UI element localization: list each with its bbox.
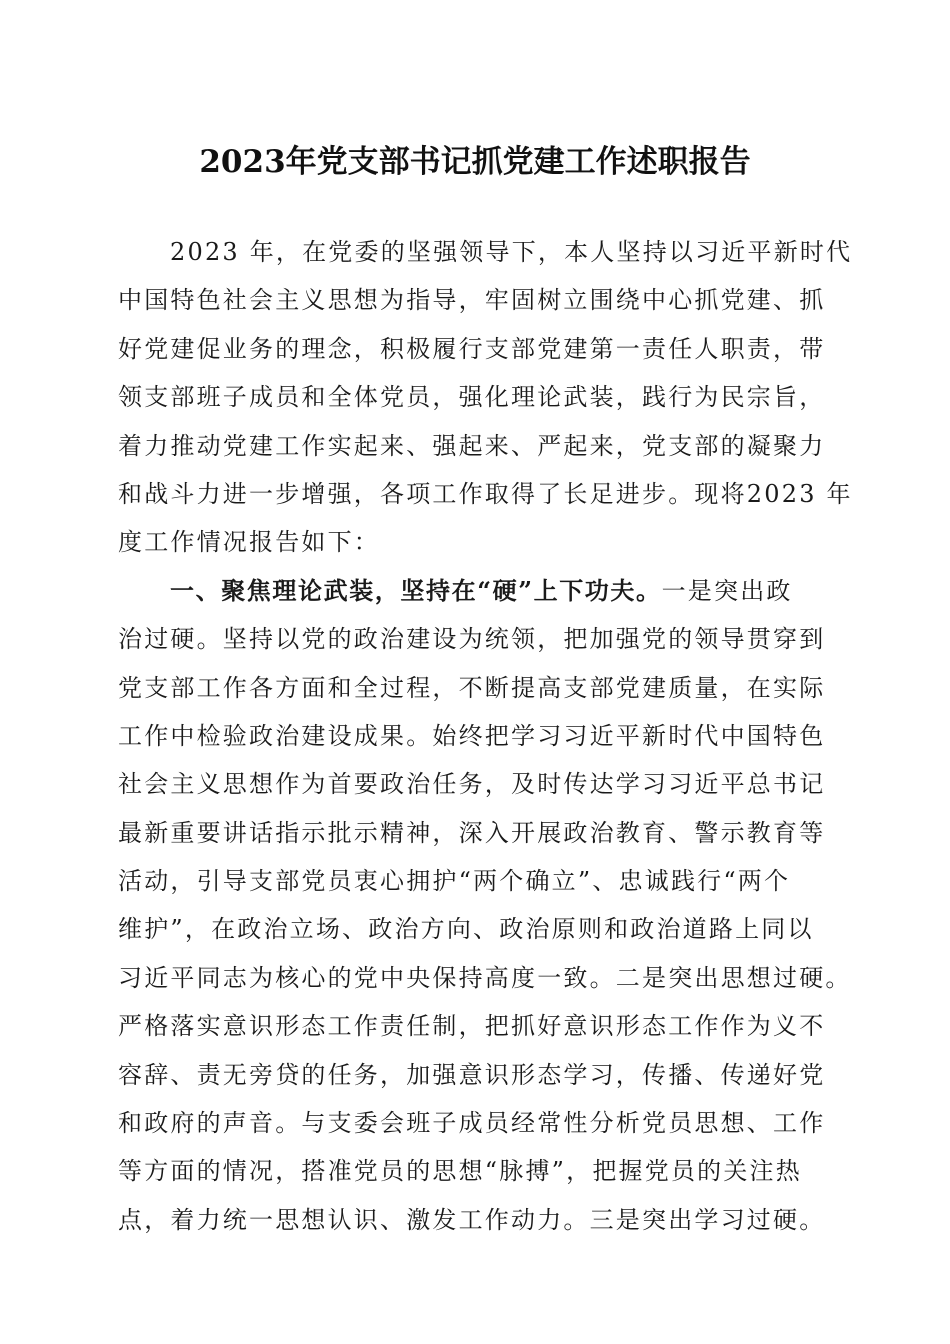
paragraph-line: 习近平同志为核心的党中央保持高度一致。二是突出思想过硬。 <box>118 963 852 992</box>
paragraph-line: 和战斗力进一步增强，各项工作取得了长足进步。现将2023 年 <box>118 479 853 508</box>
document-body <box>118 228 878 1244</box>
paragraph-line: 社会主义思想作为首要政治任务，及时传达学习习近平总书记 <box>118 770 826 799</box>
paragraph-line: 活动，引导支部党员衷心拥护“两个确立”、忠诚践行“两个 <box>118 867 791 896</box>
paragraph-line: 好党建促业务的理念，积极履行支部党建第一责任人职责，带 <box>118 334 826 363</box>
paragraph-line: 着力推动党建工作实起来、强起来、严起来，党支部的凝聚力 <box>118 431 826 460</box>
paragraph-line: 工作中检验政治建设成果。始终把学习习近平新时代中国特色 <box>118 721 826 750</box>
paragraph-line: 党支部工作各方面和全过程，不断提高支部党建质量，在实际 <box>118 673 826 702</box>
paragraph-line: 容辞、责无旁贷的任务，加强意识形态学习，传播、传递好党 <box>118 1060 826 1089</box>
paragraph-line: 度工作情况报告如下： <box>118 528 380 557</box>
paragraph-line: 维护”，在政治立场、政治方向、政治原则和政治道路上同以 <box>118 915 814 944</box>
paragraph-line: 领支部班子成员和全体党员，强化理论武装，践行为民宗旨， <box>118 383 826 412</box>
section-heading: 一、聚焦理论武装，坚持在“硬”上下功夫。 <box>170 575 662 605</box>
paragraph-line: 中国特色社会主义思想为指导，牢固树立围绕中心抓党建、抓 <box>118 286 826 315</box>
paragraph-line: 治过硬。坚持以党的政治建设为统领，把加强党的领导贯穿到 <box>118 625 826 654</box>
document-title: 2023年党支部书记抓党建工作述职报告 <box>199 144 751 180</box>
paragraph-line: 等方面的情况，搭准党员的思想“脉搏”，把握党员的关注热 <box>118 1157 802 1186</box>
paragraph-line: 最新重要讲话指示批示精神，深入开展政治教育、警示教育等 <box>118 818 826 847</box>
paragraph-line: 和政府的声音。与支委会班子成员经常性分析党员思想、工作 <box>118 1109 826 1138</box>
section-heading-line <box>118 567 878 615</box>
paragraph-line: 点，着力统一思想认识、激发工作动力。三是突出学习过硬。 <box>118 1205 826 1234</box>
paragraph-line: 严格落实意识形态工作责任制，把抓好意识形态工作作为义不 <box>118 1012 826 1041</box>
paragraph-line: 2023 年，在党委的坚强领导下，本人坚持以习近平新时代 <box>170 238 853 266</box>
section-heading-continuation: 一是突出政 <box>661 576 793 605</box>
